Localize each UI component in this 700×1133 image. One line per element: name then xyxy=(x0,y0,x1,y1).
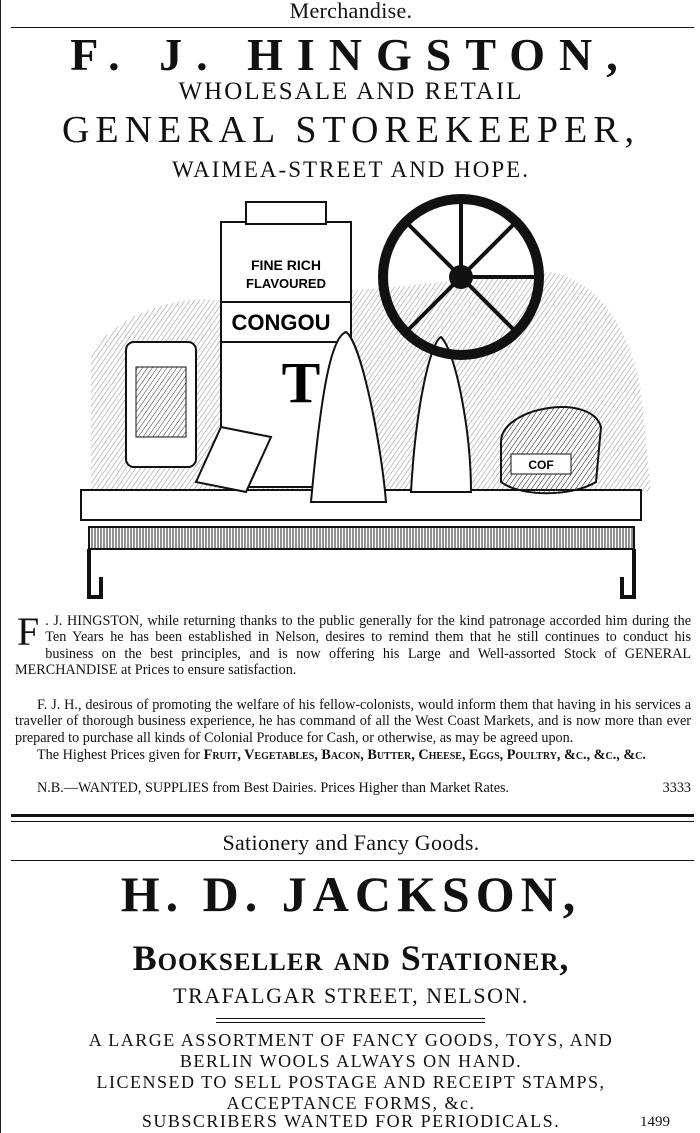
ad-address: TRAFALGAR STREET, NELSON. xyxy=(173,983,529,1008)
ad-line-2: BERLIN WOOLS ALWAYS ON HAND. xyxy=(179,1051,523,1071)
short-rule xyxy=(216,1022,485,1023)
drop-cap: F xyxy=(17,609,40,654)
caddy-lid xyxy=(246,202,326,224)
divider-rule xyxy=(11,860,694,861)
caddy-label-congou: CONGOU xyxy=(231,310,331,335)
paragraph-3-lead: The Highest Prices given for xyxy=(37,747,201,763)
paragraph-1-text: . J. HINGSTON, while returning thanks to the public generally for the kind patronage accorded him during the Ten Years he has been established in Nelson, desires to remind them that he still continues to conduct his business on the best principles, and is now offering his Large and Well-assorted Stock of GENERAL MERCHANDISE at Prices to ensure satisfaction. xyxy=(15,613,691,679)
short-rule xyxy=(216,1018,485,1019)
ad-line-3: LICENSED TO SELL POSTAGE AND RECEIPT STAMPS, xyxy=(96,1072,606,1092)
table-apron xyxy=(89,527,634,549)
section-heading-merchandise: Merchandise. xyxy=(289,0,413,23)
nota-bene-line xyxy=(15,780,691,796)
ad-trade-title: GENERAL STOREKEEPER, xyxy=(61,109,641,151)
body-paragraph-3 xyxy=(15,747,691,763)
divider-rule xyxy=(11,821,694,822)
ad-subtitle: WHOLESALE AND RETAIL xyxy=(178,78,524,105)
ad-address: WAIMEA-STREET AND HOPE. xyxy=(172,157,530,182)
body-paragraph-2: F. J. H., desirous of promoting the welfare of his fellow-colonists, would inform them that having in his services a traveller of thorough business experience, he has command of all the West Coast Markets, and is now more than ever prepared to purchase all kinds of Colonial Produce for Cash, or otherwise, as may be agreed upon. xyxy=(15,697,691,746)
caddy-label-flavoured: FLAVOURED xyxy=(246,276,326,291)
nota-bene-text: N.B.—WANTED, SUPPLIES from Best Dairies. Prices Higher than Market Rates. xyxy=(37,780,510,796)
caddy-label-fine-rich: FINE RICH xyxy=(251,257,321,273)
divider-rule-thick xyxy=(11,814,694,817)
advertiser-name-hingston: F. J. HINGSTON, xyxy=(70,29,632,80)
ad-number-jackson: 1499 xyxy=(640,1114,670,1130)
ad-line-4: ACCEPTANCE FORMS, &c. xyxy=(226,1093,476,1113)
produce-list: Fruit, Vegetables, Bacon, Butter, Cheese, Eggs, Poultry, &c., &c., &c. xyxy=(203,747,646,763)
table-legs xyxy=(89,549,634,597)
storekeeper-engraving xyxy=(31,192,681,612)
ad-line-5: SUBSCRIBERS WANTED FOR PERIODICALS. xyxy=(141,1111,561,1131)
body-paragraph-1 xyxy=(15,609,691,679)
caddy-letter-t: T xyxy=(281,350,321,415)
section-heading-stationery: Sationery and Fancy Goods. xyxy=(222,830,480,855)
ad-number-hingston: 3333 xyxy=(662,780,691,796)
coffee-bag xyxy=(501,407,601,493)
ad-line-1: A LARGE ASSORTMENT OF FANCY GOODS, TOYS, AND xyxy=(88,1030,614,1050)
advertiser-name-jackson: H. D. JACKSON, xyxy=(120,866,582,922)
coffee-bag-label: COF xyxy=(528,458,554,472)
ad-trade-title: Bookseller and Stationer, xyxy=(132,938,570,978)
